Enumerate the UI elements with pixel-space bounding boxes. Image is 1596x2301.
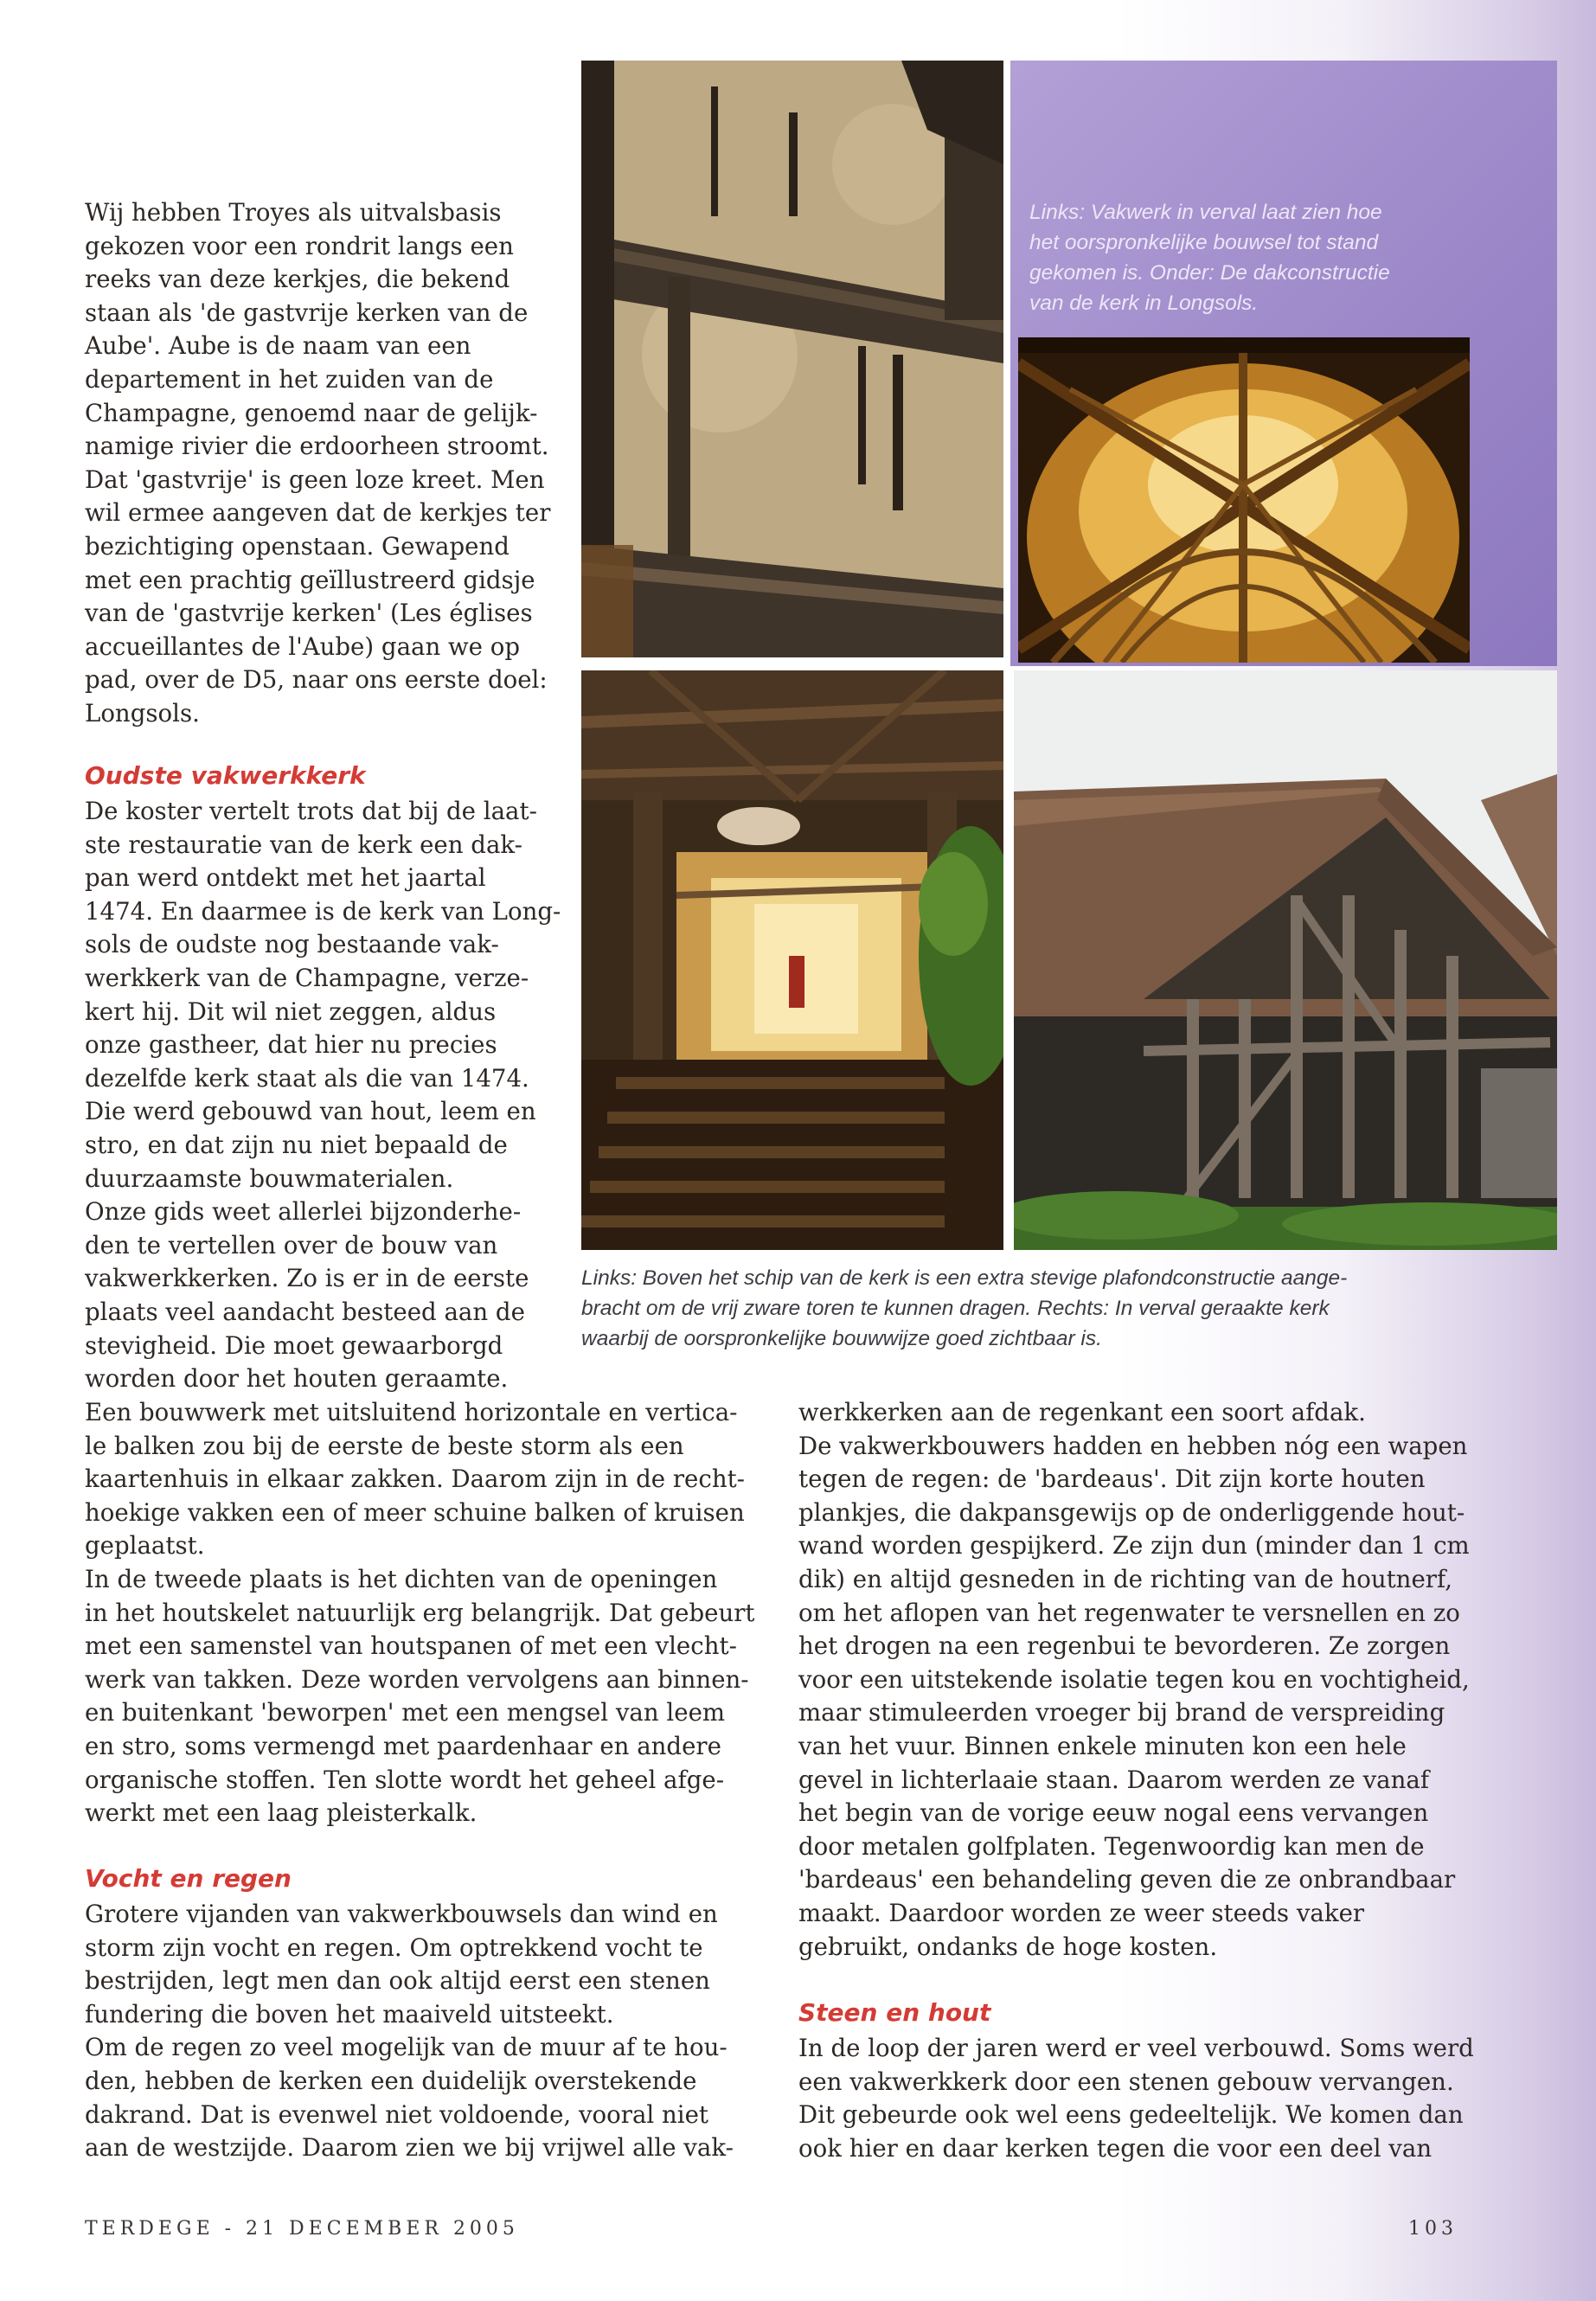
heading-vocht-en-regen: Vocht en regen xyxy=(85,1864,292,1893)
page-number: 103 xyxy=(1408,2218,1458,2240)
right-column-paragraph: werkkerken aan de regenkant een soort afdak. De vakwerkbouwers hadden en hebben nóg een wapen tegen de regen: de 'bardeaus'. Dit zijn korte houten plankjes, die dakpansgewijs op de onderliggende hout- wand worden gespijkerd. Ze zijn dun (minder dan 1 cm dik) en altijd gesneden in de richting van de houtnerf, om het aflopen van het regenwater te versnellen en zo het drogen na een regenbui te bevorderen. Ze zorgen voor een uitstekende isolatie tegen kou en vochtigheid, maar stimuleerden vroeger bij brand de verspreiding van het vuur. Binnen enkele minuten kon een hele gevel in lichterlaaie staan. Daarom werden ze vanaf het begin van de vorige eeuw nogal eens vervangen door metalen golfplaten. Tegenwoordig kan men de 'bardeaus' een behandeling geven die ze onbrandbaar maakt. Daardoor worden ze weer steeds vaker gebruikt, ondanks de hoge kosten. xyxy=(798,1398,1470,1961)
damp-paragraph: Grotere vijanden van vakwerkbouwsels dan wind en storm zijn vocht en regen. Om optrekkend vocht te bestrijden, legt men dan ook altijd eerst een stenen fundering die boven het maaiveld uitsteekt. Om de regen zo veel mogelijk van de muur af te hou- den, hebben de kerken een duidelijk overstekende dakrand. Dat is evenwel niet voldoende, vooral niet aan de westzijde. Daarom zien we bij vrijwel alle vak- xyxy=(85,1900,734,2163)
caption-bottom: Links: Boven het schip van de kerk is een extra stevige plafondconstructie aange- bracht om de vrij zware toren te kunnen dragen. Rechts: In verval geraakte kerk waarbij de oorspronkelijke bouwwijze goed zichtbaar is. xyxy=(581,1266,1348,1350)
oldest-paragraph: De koster vertelt trots dat bij de laat- ste restauratie van de kerk een dak- pan werd ontdekt met het jaartal 1474. En daarmee is de kerk van Long- sols de oudste nog bestaande vak- werkkerk van de Champagne, verze- kert hij. Dit wil niet zeggen, aldus onze gastheer, dat hier nu precies dezelfde kerk staat als die van 1474. Die werd gebouwd van hout, leem en stro, en dat zijn nu niet bepaald de duurzaamste bouwmaterialen. Onze gids weet allerlei bijzonderhe- den te vertellen over de bouw van vakwerkkerken. Zo is er in de eerste plaats veel aandacht besteed aan de stevigheid. Die moet gewaarborgd worden door het houten geraamte. xyxy=(85,797,561,1394)
caption-top-right: Links: Vakwerk in verval laat zien hoe het oorspronkelijke bouwsel tot stand gekomen is. Onder: De dakconstructie van de kerk in Longsols. xyxy=(1029,201,1390,315)
oldest-paragraph-wide: Een bouwwerk met uitsluitend horizontale en vertica- le balken zou bij de eerste de beste storm als een kaartenhuis in elkaar zakken. Daarom zijn in de recht- hoekige vakken een of meer schuine balken of kruisen geplaatst. In de tweede plaats is het dichten van de openingen in het houtskelet natuurlijk erg belangrijk. Dat gebeurt met een samenstel van houtspanen of met een vlecht- werk van takken. Deze worden vervolgens aan binnen- en buitenkant 'beworpen' met een mengsel van leem en stro, soms vermengd met paardenhaar en andere organische stoffen. Ten slotte wordt het geheel afge- werkt met een laag pleisterkalk. xyxy=(85,1398,755,1828)
photo-church-interior xyxy=(581,670,1003,1250)
stone-paragraph: In de loop der jaren werd er veel verbouwd. Soms werd een vakwerkkerk door een stenen gebouw vervangen. Dit gebeurde ook wel eens gedeeltelijk. We komen dan ook hier en daar kerken tegen die voor een deel van xyxy=(798,2034,1474,2163)
photo-decayed-church xyxy=(1014,670,1557,1250)
footer-publication: TERDEGE - 21 DECEMBER 2005 xyxy=(85,2218,519,2240)
photo-decayed-timber-frame xyxy=(581,61,1003,657)
intro-paragraph: Wij hebben Troyes als uitvalsbasis gekozen voor een rondrit langs een reeks van deze kerkjes, die bekend staan als 'de gastvrije kerken van de Aube'. Aube is de naam van een departement in het zuiden van de Champagne, genoemd naar de gelijk- namige rivier die erdoorheen stroomt. Dat 'gastvrije' is geen loze kreet. Men wil ermee aangeven dat de kerkjes ter bezichtiging openstaan. Gewapend met een prachtig geïllustreerd gidsje van de 'gastvrije kerken' (Les églises accueillantes de l'Aube) gaan we op pad, over de D5, naar ons eerste doel: Longsols. xyxy=(85,198,551,727)
photo-roof-construction xyxy=(1018,337,1470,663)
heading-oudste-vakwerkkerk: Oudste vakwerkkerk xyxy=(85,761,366,790)
heading-steen-en-hout: Steen en hout xyxy=(798,1998,991,2027)
